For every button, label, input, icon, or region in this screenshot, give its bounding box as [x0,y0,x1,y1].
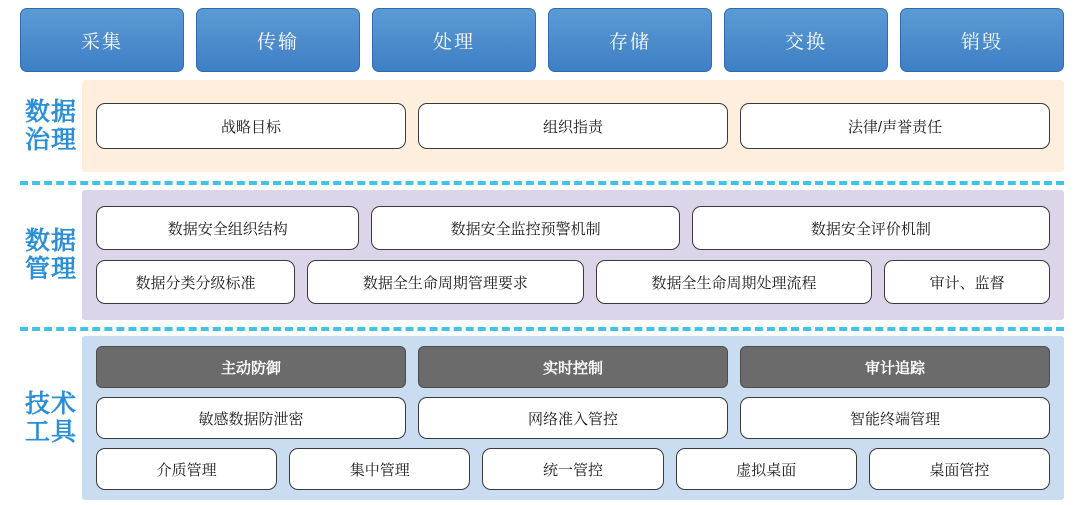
lifecycle-stage-label: 销毁 [960,31,1003,53]
band-label-technical [20,336,82,500]
band-row [96,397,1050,439]
band-data-governance [20,80,1064,172]
band-body-management [82,190,1064,320]
technical-item-virtual-desktop[interactable] [676,448,857,490]
band-label-line2: 工具 [24,418,77,446]
cell-label: 介质管理 [156,461,217,479]
cell-label: 数据安全评价机制 [810,220,931,238]
lifecycle-stage-store[interactable] [548,8,712,72]
technical-item-smart-terminal-management[interactable] [740,397,1050,439]
lifecycle-stage-label: 采集 [80,31,123,53]
band-technical-tools [20,336,1064,500]
technical-item-media-management[interactable] [96,448,277,490]
band-label-line1: 技术 [24,390,77,418]
band-label-line1: 数据 [24,227,77,255]
technical-item-centralized-management[interactable] [289,448,470,490]
cell-label: 审计追踪 [864,359,925,377]
cell-label: 主动防御 [220,359,281,377]
governance-item-strategy[interactable] [96,103,406,149]
dashed-divider-1 [20,181,1064,185]
band-label-line1: 数据 [24,98,77,126]
technical-item-desktop-control[interactable] [869,448,1050,490]
cell-label: 数据全生命周期处理流程 [651,274,817,292]
cell-label: 战略目标 [220,118,281,136]
cell-label: 集中管理 [349,461,410,479]
cell-label: 组织指责 [542,118,603,136]
cell-label: 数据全生命周期管理要求 [362,274,528,292]
technical-item-network-access-control[interactable] [418,397,728,439]
management-item-monitor-warning[interactable] [371,206,679,250]
band-row [96,260,1050,304]
cell-label: 数据安全监控预警机制 [450,220,601,238]
technical-item-audit-trace[interactable] [740,346,1050,388]
cell-label: 敏感数据防泄密 [198,410,304,428]
cell-label: 统一管控 [543,461,604,479]
band-row [96,346,1050,388]
technical-item-realtime-control[interactable] [418,346,728,388]
lifecycle-stage-label: 处理 [432,31,475,53]
lifecycle-stage-label: 存储 [608,31,651,53]
management-item-org-structure[interactable] [96,206,359,250]
cell-label: 实时控制 [542,359,603,377]
band-body-governance [82,80,1064,172]
band-row [96,206,1050,250]
cell-label: 数据安全组织结构 [167,220,288,238]
lifecycle-stage-exchange[interactable] [724,8,888,72]
cell-label: 虚拟桌面 [736,461,797,479]
management-item-lifecycle-process[interactable] [596,260,873,304]
cell-label: 法律/声誉责任 [847,118,943,136]
lifecycle-stage-row [20,8,1064,72]
technical-item-active-defense[interactable] [96,346,406,388]
cell-label: 数据分类分级标准 [135,274,256,292]
management-item-classification[interactable] [96,260,295,304]
band-label-line2: 治理 [24,126,77,154]
band-label-management [20,190,82,320]
cell-label: 智能终端管理 [849,410,940,428]
band-body-technical [82,336,1064,500]
governance-item-legal[interactable] [740,103,1050,149]
lifecycle-stage-destroy[interactable] [900,8,1064,72]
lifecycle-stage-collect[interactable] [20,8,184,72]
band-row [96,103,1050,149]
band-row [96,448,1050,490]
lifecycle-stage-label: 交换 [784,31,827,53]
cell-label: 桌面管控 [929,461,990,479]
management-item-lifecycle-requirements[interactable] [307,260,584,304]
band-label-line2: 管理 [24,255,77,283]
cell-label: 审计、监督 [929,274,1005,292]
technical-item-unified-control[interactable] [482,448,663,490]
lifecycle-stage-label: 传输 [256,31,299,53]
lifecycle-stage-process[interactable] [372,8,536,72]
technical-item-sensitive-data-leak-prevention[interactable] [96,397,406,439]
band-label-governance [20,80,82,172]
lifecycle-stage-transmit[interactable] [196,8,360,72]
management-item-audit-supervision[interactable] [884,260,1050,304]
dashed-divider-2 [20,327,1064,331]
management-item-evaluation[interactable] [692,206,1050,250]
band-data-management [20,190,1064,320]
cell-label: 网络准入管控 [527,410,618,428]
governance-item-organization[interactable] [418,103,728,149]
